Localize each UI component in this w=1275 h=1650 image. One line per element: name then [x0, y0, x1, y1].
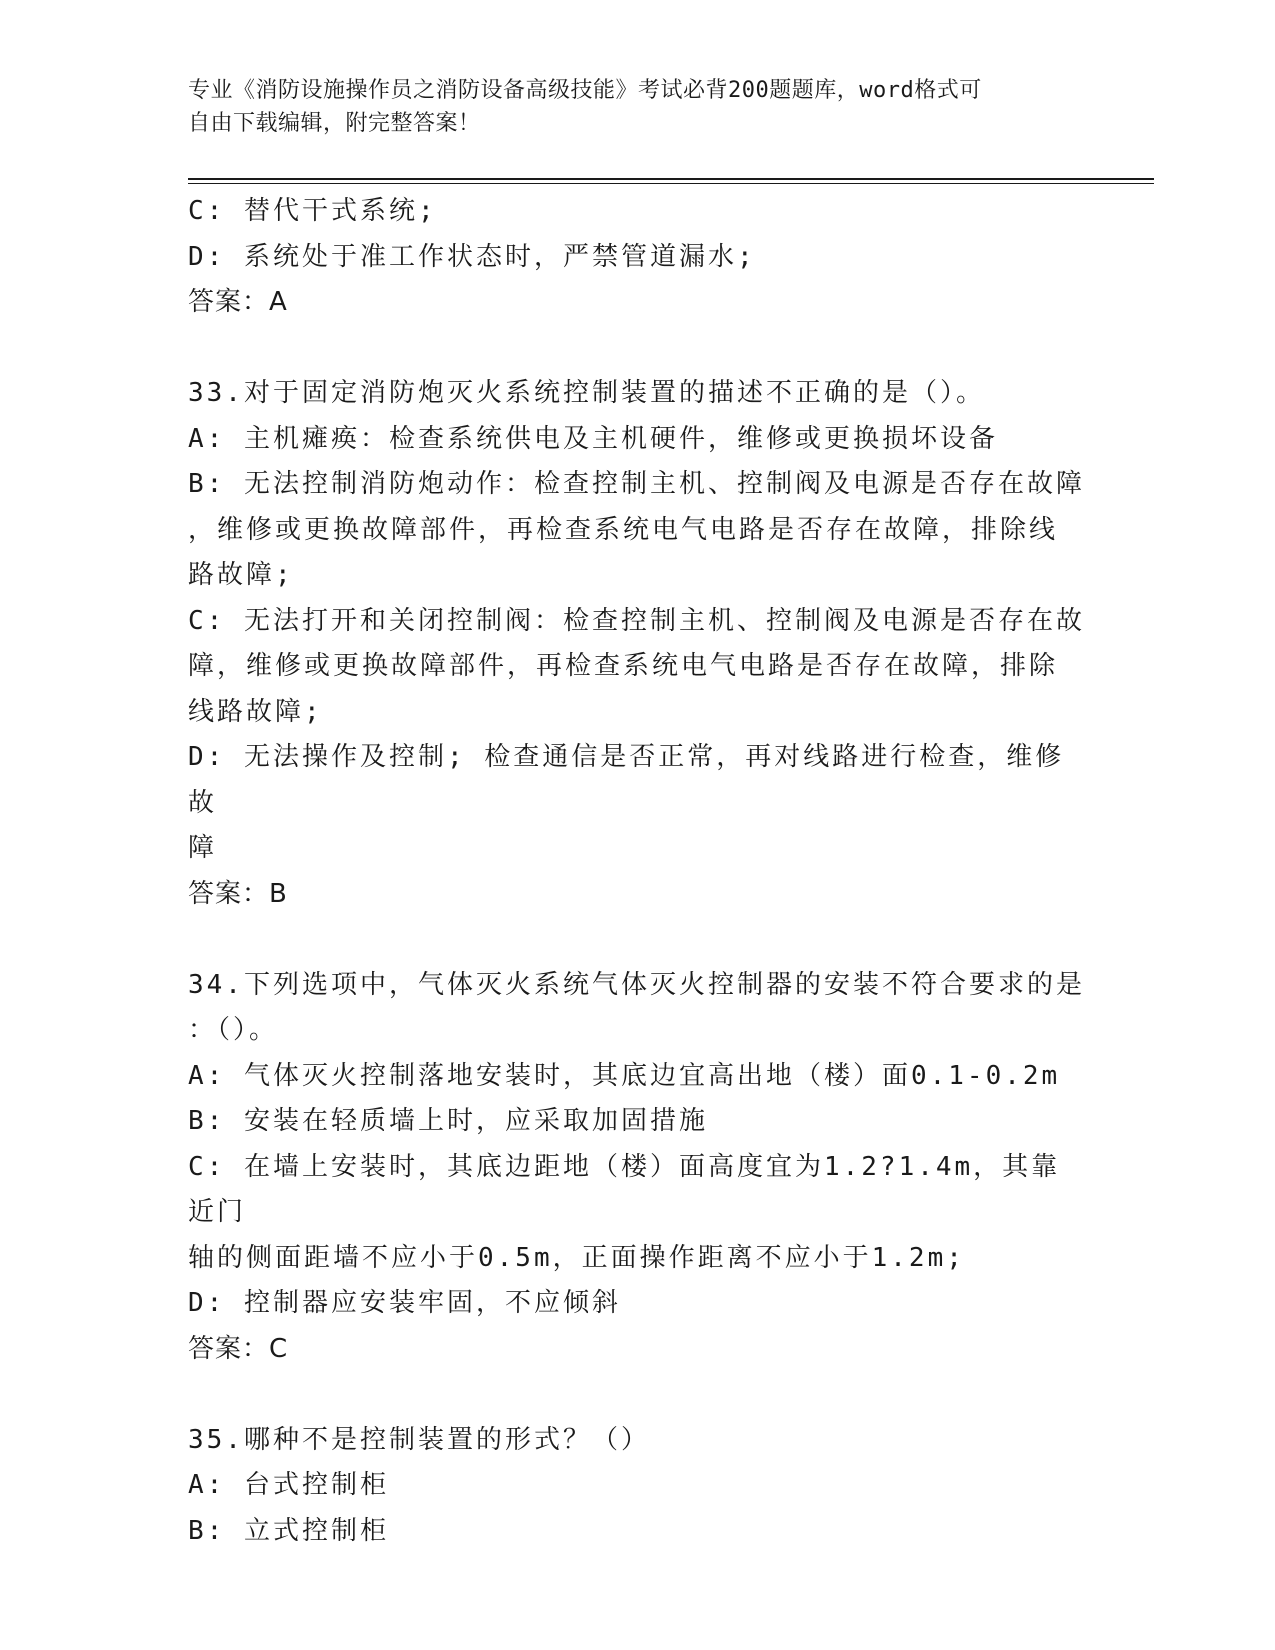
question-stem: 34.下列选项中，气体灭火系统气体灭火控制器的安装不符合要求的是: [188, 969, 1085, 1000]
answer-line: 答案：C: [188, 1333, 289, 1364]
option-b: B: 无法控制消防炮动作：检查控制主机、控制阀及电源是否存在故障: [188, 469, 1085, 499]
spacer: [188, 326, 1088, 372]
option-c: C: 无法打开和关闭控制阀：检查控制主机、控制阀及电源是否存在故: [188, 605, 1085, 636]
question-33: [188, 371, 1088, 917]
answer-line: 答案：A: [188, 287, 288, 317]
option-b: B: 立式控制柜: [188, 1515, 389, 1546]
spacer: [188, 917, 1088, 963]
option-a: A: 气体灭火控制落地安装时，其底边宜高出地（楼）面0.1-0.2m: [188, 1060, 1061, 1091]
option-d: D: 控制器应安装牢固，不应倾斜: [188, 1288, 621, 1318]
option-b-continued: 路故障;: [188, 560, 294, 590]
question-stem-continued: ：（）。: [188, 1015, 279, 1045]
option-a: A: 台式控制柜: [188, 1470, 389, 1500]
option-b: B: 安装在轻质墙上时，应采取加固措施: [188, 1106, 708, 1136]
option-c: C: 在墙上安装时，其底边距地（楼）面高度宜为1.2?1.4m，其靠近门: [188, 1151, 1061, 1227]
question-35: [188, 1418, 1088, 1555]
header-divider: [188, 178, 1154, 184]
document-body: [188, 189, 1088, 1554]
document-header: [188, 74, 1088, 140]
option-c-continued: 线路故障;: [188, 696, 323, 727]
answer-line: 答案：B: [188, 878, 288, 909]
option-d-continued: 障: [188, 833, 218, 863]
header-title-line-1: 专业《消防设施操作员之消防设备高级技能》考试必背200题题库，word格式可: [188, 78, 982, 103]
option-b-continued: ，维修或更换故障部件，再检查系统电气电路是否存在故障，排除线: [188, 514, 1059, 545]
option-d: D: 系统处于准工作状态时，严禁管道漏水;: [188, 241, 756, 272]
option-a: A: 主机瘫痪：检查系统供电及主机硬件，维修或更换损坏设备: [188, 423, 998, 454]
option-d: D: 无法操作及控制; 检查通信是否正常，再对线路进行检查，维修故: [188, 742, 1065, 818]
option-c-continued: 障，维修或更换故障部件，再检查系统电气电路是否存在故障，排除: [188, 651, 1059, 681]
question-stem: 35.哪种不是控制装置的形式？（）: [188, 1424, 650, 1455]
spacer: [188, 1372, 1088, 1418]
question-34: [188, 963, 1088, 1373]
option-c-continued: 轴的侧面距墙不应小于0.5m，正面操作距离不应小于1.2m;: [188, 1242, 965, 1273]
question-32-tail: [188, 189, 1088, 326]
question-stem: 33.对于固定消防炮灭火系统控制装置的描述不正确的是（）。: [188, 378, 985, 408]
option-c: C: 替代干式系统;: [188, 196, 437, 226]
header-title-line-2: 自由下载编辑，附完整答案！: [188, 111, 481, 136]
